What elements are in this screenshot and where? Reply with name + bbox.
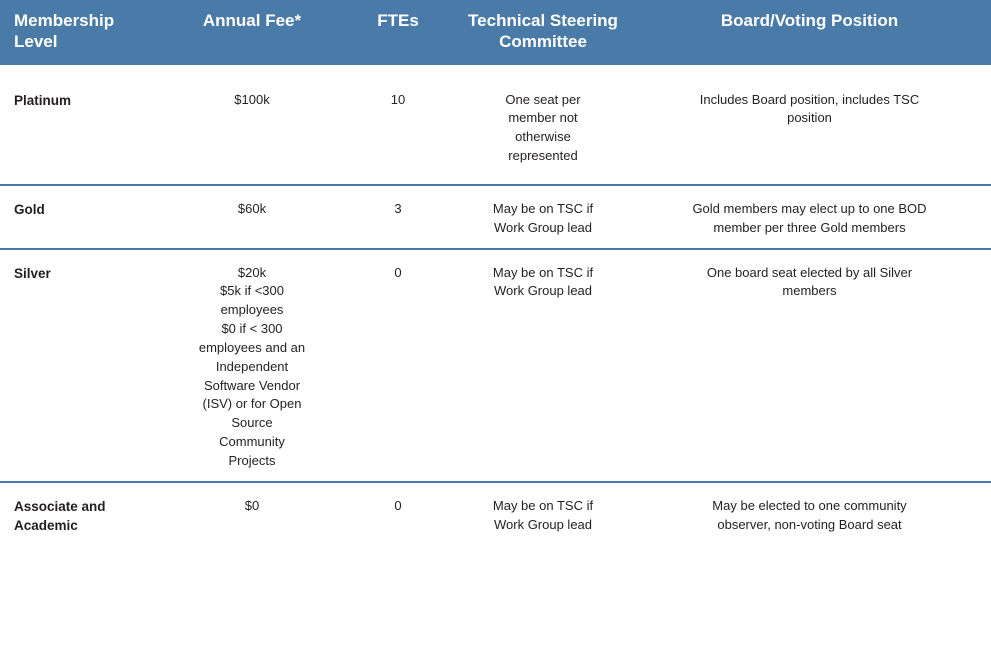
cell-board-line: observer, non-voting Board seat — [717, 516, 902, 532]
cell-fee — [166, 249, 338, 482]
cell-ftes: 0 — [338, 482, 458, 546]
column-header-annual-fee: Annual Fee* — [166, 0, 338, 65]
cell-board-line: Gold members may elect up to one BOD — [692, 200, 927, 216]
cell-fee-line: Community — [219, 434, 285, 450]
cell-tsc-line: represented — [508, 148, 578, 164]
cell-fee-text — [176, 91, 328, 110]
cell-fee-line: Projects — [228, 453, 276, 468]
cell-level: Silver — [0, 249, 166, 482]
cell-tsc-text — [468, 497, 618, 535]
cell-board-line: One board seat elected by all Silver — [706, 264, 913, 280]
cell-board — [628, 185, 991, 249]
cell-tsc — [458, 65, 628, 176]
cell-ftes: 3 — [338, 185, 458, 249]
cell-board — [628, 482, 991, 546]
cell-fee-line: $0 — [244, 497, 260, 513]
cell-fee-line: employees and an — [198, 339, 306, 355]
cell-tsc-text — [468, 200, 618, 238]
column-header-technical-steering-committee: Technical Steering Committee — [458, 0, 628, 65]
cell-fee-line: $0 if < 300 — [221, 321, 283, 337]
table-header — [0, 0, 991, 65]
cell-board-text — [638, 264, 981, 302]
cell-level: Associate and Academic — [0, 482, 166, 546]
table-row — [0, 482, 991, 546]
cell-fee-line: $100k — [234, 91, 270, 107]
cell-board-text — [638, 200, 981, 238]
cell-board-line: May be elected to one community — [712, 497, 907, 513]
row-spacer-cell — [0, 176, 166, 185]
table-header-row — [0, 0, 991, 65]
cell-fee-line: $20k — [237, 264, 267, 280]
cell-fee-line: employees — [220, 302, 284, 318]
cell-tsc-line: otherwise — [515, 129, 571, 145]
row-spacer-cell — [458, 176, 628, 185]
cell-tsc-line: May be on TSC if — [492, 497, 594, 513]
cell-tsc-line: Work Group lead — [493, 516, 593, 532]
cell-board-line: member per three Gold members — [713, 219, 906, 235]
cell-ftes: 10 — [390, 91, 406, 107]
column-header-board-voting-position: Board/Voting Position — [628, 0, 991, 65]
cell-tsc-line: Work Group lead — [493, 219, 593, 235]
column-header-ftes: FTEs — [338, 0, 458, 65]
cell-board — [628, 249, 991, 482]
column-header-membership-level: Membership Level — [0, 0, 166, 65]
cell-fee-text — [176, 264, 328, 471]
cell-tsc-line: May be on TSC if — [492, 200, 594, 216]
cell-tsc-line: One seat per — [505, 91, 581, 107]
cell-tsc — [458, 185, 628, 249]
table-row — [0, 185, 991, 249]
row-spacer — [0, 176, 991, 185]
cell-fee-text — [176, 200, 328, 219]
row-spacer-cell — [338, 176, 458, 185]
cell-tsc-text — [468, 91, 618, 166]
cell-board-line: members — [782, 283, 837, 299]
cell-board — [628, 65, 991, 176]
row-spacer-cell — [166, 176, 338, 185]
cell-fee-line: Software Vendor — [203, 377, 301, 393]
cell-board-text — [638, 497, 981, 535]
cell-fee-line: Source — [231, 415, 273, 431]
cell-fee-line: (ISV) or for Open — [202, 396, 302, 412]
row-spacer-cell — [628, 176, 991, 185]
table-row — [0, 65, 991, 176]
cell-fee-text — [176, 497, 328, 516]
cell-board-line: position — [787, 110, 832, 126]
cell-tsc-line: member not — [508, 110, 578, 126]
cell-level: Gold — [0, 185, 166, 249]
cell-fee — [166, 185, 338, 249]
cell-fee — [166, 482, 338, 546]
cell-board-text — [638, 91, 981, 129]
cell-tsc — [458, 249, 628, 482]
cell-fee — [166, 65, 338, 176]
cell-level: Platinum — [14, 92, 72, 108]
cell-ftes: 0 — [338, 249, 458, 482]
cell-board-line: Includes Board position, includes TSC — [699, 91, 920, 107]
cell-tsc-line: Work Group lead — [493, 283, 593, 299]
table-row — [0, 249, 991, 482]
cell-tsc — [458, 482, 628, 546]
cell-fee-line: $5k if <300 — [220, 283, 284, 299]
cell-tsc-text — [468, 264, 618, 302]
cell-fee-line: $60k — [237, 200, 267, 216]
cell-fee-line: Independent — [215, 358, 289, 374]
cell-tsc-line: May be on TSC if — [492, 264, 594, 280]
table-body — [0, 65, 991, 546]
